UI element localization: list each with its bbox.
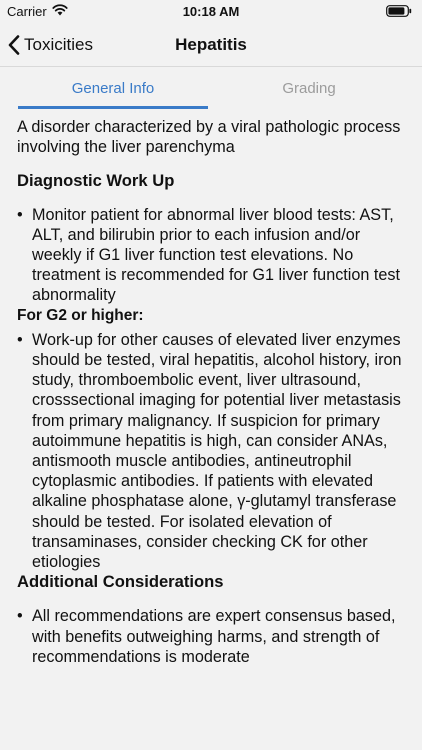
g2-or-higher-list — [17, 330, 409, 572]
segment-tabs — [0, 66, 422, 110]
list-item: • Monitor patient for abnormal liver blood tests: AST, ALT, and bilirubin prior to each infusion and/or weekly if G1 liver function test elevations. No treatment is recommended for G1 liver function test abnormality — [17, 205, 409, 306]
diagnostic-workup-heading: Diagnostic Work Up — [17, 171, 175, 191]
carrier-label: Carrier — [7, 4, 47, 19]
back-button-label: Toxicities — [24, 35, 93, 54]
list-item: • All recommendations are expert consensus based, with benefits outweighing harms, and strength of recommendations is moderate — [17, 606, 409, 667]
tab-grading[interactable]: Grading — [282, 80, 336, 97]
battery-icon — [386, 5, 412, 20]
description-text: A disorder characterized by a viral pathologic process involving the liver parenchyma — [17, 118, 401, 157]
tab-general-info[interactable]: General Info — [71, 80, 155, 97]
g2-or-higher-heading: For G2 or higher: — [17, 306, 144, 324]
additional-considerations-list — [17, 606, 409, 667]
status-bar — [0, 0, 422, 24]
page-title: Hepatitis — [175, 35, 247, 54]
back-button[interactable] — [8, 30, 93, 60]
chevron-left-icon — [8, 35, 20, 55]
list-item: • Work-up for other causes of elevated liver enzymes should be tested, viral hepatitis, alcohol history, iron study, thromboembolic event, liver ultrasound, crosssectional imaging for potential liver metastasis from primary malignancy. If suspicion for primary autoimmune hepatitis is high, can consider ANAs, antismooth muscle antibodies, antineutrophil cytoplasmic antibodies. If patients with elevated alkaline phosphatase alone, γ-glutamyl transferase should be tested. For isolated elevation of transaminases, consider checking CK for other etiologies — [17, 330, 409, 572]
content-area — [17, 117, 409, 667]
status-time: 10:18 AM — [182, 4, 240, 19]
diagnostic-workup-list — [17, 205, 409, 306]
selected-tab-indicator — [18, 106, 208, 109]
additional-considerations-heading: Additional Considerations — [17, 572, 224, 592]
navigation-bar — [0, 24, 422, 67]
